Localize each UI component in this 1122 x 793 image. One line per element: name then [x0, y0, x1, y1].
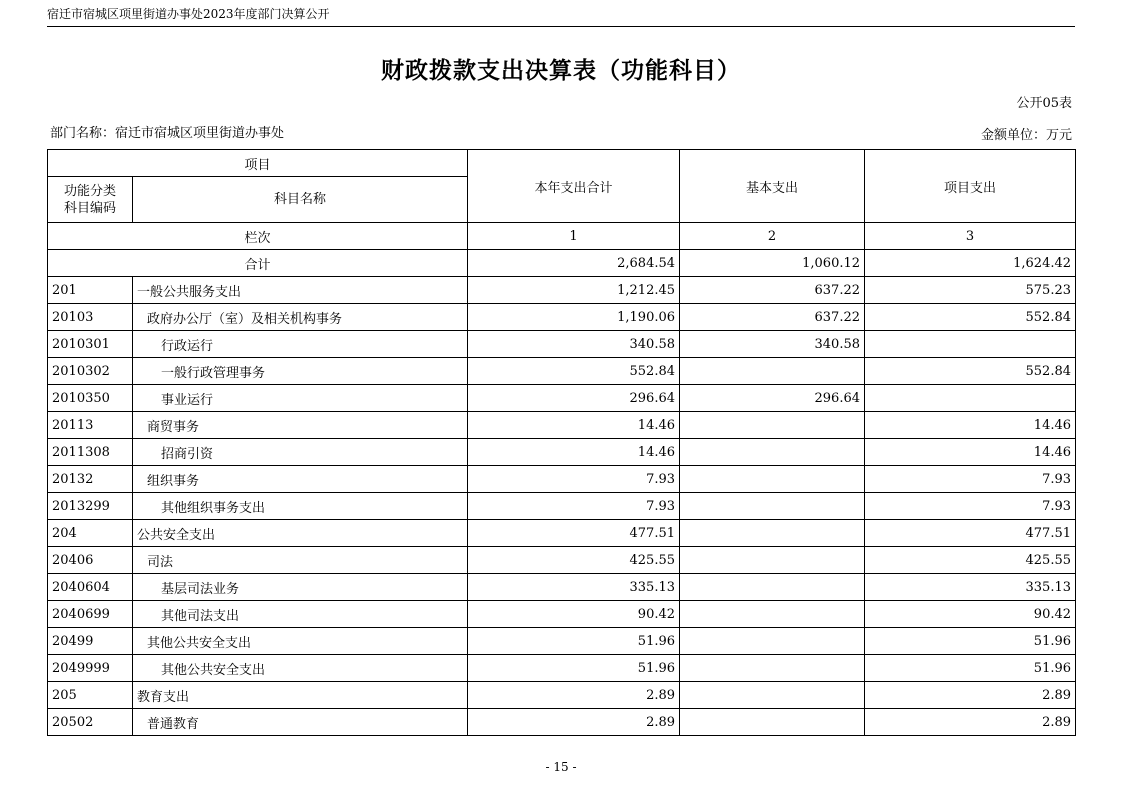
- column-index-row: [48, 223, 1076, 250]
- amount-project: [865, 331, 1076, 358]
- amount-basic: [680, 682, 865, 709]
- subject-name: 司法: [133, 547, 468, 574]
- table-row: [48, 385, 1076, 412]
- amount-total: 335.13: [468, 574, 680, 601]
- column-index-3: 3: [865, 223, 1076, 250]
- amount-project: 14.46: [865, 439, 1076, 466]
- column-index-label: 栏次: [48, 223, 468, 250]
- subject-code: 20103: [48, 304, 133, 331]
- subject-name: 招商引资: [133, 439, 468, 466]
- header-item: 项目: [48, 150, 468, 177]
- table-row: [48, 331, 1076, 358]
- amount-project: 425.55: [865, 547, 1076, 574]
- amount-basic: [680, 439, 865, 466]
- table-row: [48, 628, 1076, 655]
- subject-code: 205: [48, 682, 133, 709]
- amount-basic: 340.58: [680, 331, 865, 358]
- table-row: [48, 709, 1076, 736]
- header-basic: 基本支出: [680, 150, 865, 223]
- subject-name: 行政运行: [133, 331, 468, 358]
- amount-basic: [680, 655, 865, 682]
- total-row: [48, 250, 1076, 277]
- amount-basic: [680, 601, 865, 628]
- table-row: [48, 439, 1076, 466]
- subject-code: 20406: [48, 547, 133, 574]
- table-number: 公开05表: [1016, 96, 1072, 111]
- running-header: 宿迁市宿城区项里街道办事处2023年度部门决算公开: [47, 7, 330, 21]
- amount-project: 7.93: [865, 466, 1076, 493]
- document-title: 财政拨款支出决算表（功能科目）: [381, 58, 741, 84]
- table-row: [48, 574, 1076, 601]
- department-name: 部门名称：宿迁市宿城区项里街道办事处: [50, 126, 285, 141]
- amount-project: 552.84: [865, 358, 1076, 385]
- amount-project: 552.84: [865, 304, 1076, 331]
- table-row: [48, 358, 1076, 385]
- header-rule: [47, 26, 1075, 27]
- amount-project: 2.89: [865, 682, 1076, 709]
- subject-code: 204: [48, 520, 133, 547]
- subject-name: 公共安全支出: [133, 520, 468, 547]
- header-name: 科目名称: [133, 177, 468, 223]
- amount-project: 335.13: [865, 574, 1076, 601]
- amount-unit: 金额单位：万元: [980, 128, 1072, 143]
- amount-basic: [680, 547, 865, 574]
- subject-name: 其他组织事务支出: [133, 493, 468, 520]
- amount-project: 7.93: [865, 493, 1076, 520]
- subject-name: 教育支出: [133, 682, 468, 709]
- subject-code: 20132: [48, 466, 133, 493]
- amount-total: 51.96: [468, 628, 680, 655]
- amount-basic: 296.64: [680, 385, 865, 412]
- amount-total: 1,212.45: [468, 277, 680, 304]
- amount-project: [865, 385, 1076, 412]
- subject-code: 2011308: [48, 439, 133, 466]
- table-row: [48, 547, 1076, 574]
- amount-total: 2.89: [468, 709, 680, 736]
- subject-name: 普通教育: [133, 709, 468, 736]
- total-label: 合计: [48, 250, 468, 277]
- subject-code: 20113: [48, 412, 133, 439]
- amount-project: 90.42: [865, 601, 1076, 628]
- page-number: - 15 -: [545, 760, 577, 774]
- table-row: [48, 493, 1076, 520]
- amount-total: 14.46: [468, 439, 680, 466]
- subject-name: 其他公共安全支出: [133, 655, 468, 682]
- subject-name: 政府办公厅（室）及相关机构事务: [133, 304, 468, 331]
- subject-code: 201: [48, 277, 133, 304]
- total-amount: 2,684.54: [468, 250, 680, 277]
- amount-total: 552.84: [468, 358, 680, 385]
- amount-basic: [680, 628, 865, 655]
- subject-code: 2010301: [48, 331, 133, 358]
- amount-total: 51.96: [468, 655, 680, 682]
- subject-name: 商贸事务: [133, 412, 468, 439]
- subject-name: 一般行政管理事务: [133, 358, 468, 385]
- subject-code: 2040699: [48, 601, 133, 628]
- subject-code: 2049999: [48, 655, 133, 682]
- subject-code: 2040604: [48, 574, 133, 601]
- amount-total: 340.58: [468, 331, 680, 358]
- table-row: [48, 682, 1076, 709]
- amount-total: 7.93: [468, 466, 680, 493]
- amount-project: 51.96: [865, 655, 1076, 682]
- header-project: 项目支出: [865, 150, 1076, 223]
- amount-basic: [680, 709, 865, 736]
- amount-project: 575.23: [865, 277, 1076, 304]
- subject-name: 组织事务: [133, 466, 468, 493]
- amount-total: 14.46: [468, 412, 680, 439]
- subject-name: 一般公共服务支出: [133, 277, 468, 304]
- subject-code: 2010302: [48, 358, 133, 385]
- amount-project: 14.46: [865, 412, 1076, 439]
- amount-basic: [680, 358, 865, 385]
- expenditure-table: [47, 149, 1076, 736]
- table-row: [48, 466, 1076, 493]
- table-row: [48, 520, 1076, 547]
- amount-total: 2.89: [468, 682, 680, 709]
- amount-total: 1,190.06: [468, 304, 680, 331]
- subject-code: 20502: [48, 709, 133, 736]
- amount-basic: 637.22: [680, 304, 865, 331]
- subject-name: 事业运行: [133, 385, 468, 412]
- total-basic: 1,060.12: [680, 250, 865, 277]
- amount-basic: [680, 520, 865, 547]
- table-row: [48, 412, 1076, 439]
- subject-code: 2010350: [48, 385, 133, 412]
- subject-name: 基层司法业务: [133, 574, 468, 601]
- amount-total: 477.51: [468, 520, 680, 547]
- amount-basic: [680, 412, 865, 439]
- amount-total: 7.93: [468, 493, 680, 520]
- column-index-2: 2: [680, 223, 865, 250]
- column-index-1: 1: [468, 223, 680, 250]
- table-row: [48, 601, 1076, 628]
- subject-code: 2013299: [48, 493, 133, 520]
- header-total: 本年支出合计: [468, 150, 680, 223]
- amount-basic: [680, 493, 865, 520]
- table-row: [48, 277, 1076, 304]
- table-row: [48, 304, 1076, 331]
- subject-name: 其他司法支出: [133, 601, 468, 628]
- amount-basic: [680, 466, 865, 493]
- amount-total: 90.42: [468, 601, 680, 628]
- table-row: [48, 655, 1076, 682]
- header-code: 功能分类 科目编码: [48, 177, 133, 223]
- amount-total: 296.64: [468, 385, 680, 412]
- subject-code: 20499: [48, 628, 133, 655]
- total-project: 1,624.42: [865, 250, 1076, 277]
- amount-total: 425.55: [468, 547, 680, 574]
- amount-project: 2.89: [865, 709, 1076, 736]
- amount-basic: 637.22: [680, 277, 865, 304]
- subject-name: 其他公共安全支出: [133, 628, 468, 655]
- amount-basic: [680, 574, 865, 601]
- header-row-1: [48, 150, 1076, 177]
- amount-project: 51.96: [865, 628, 1076, 655]
- amount-project: 477.51: [865, 520, 1076, 547]
